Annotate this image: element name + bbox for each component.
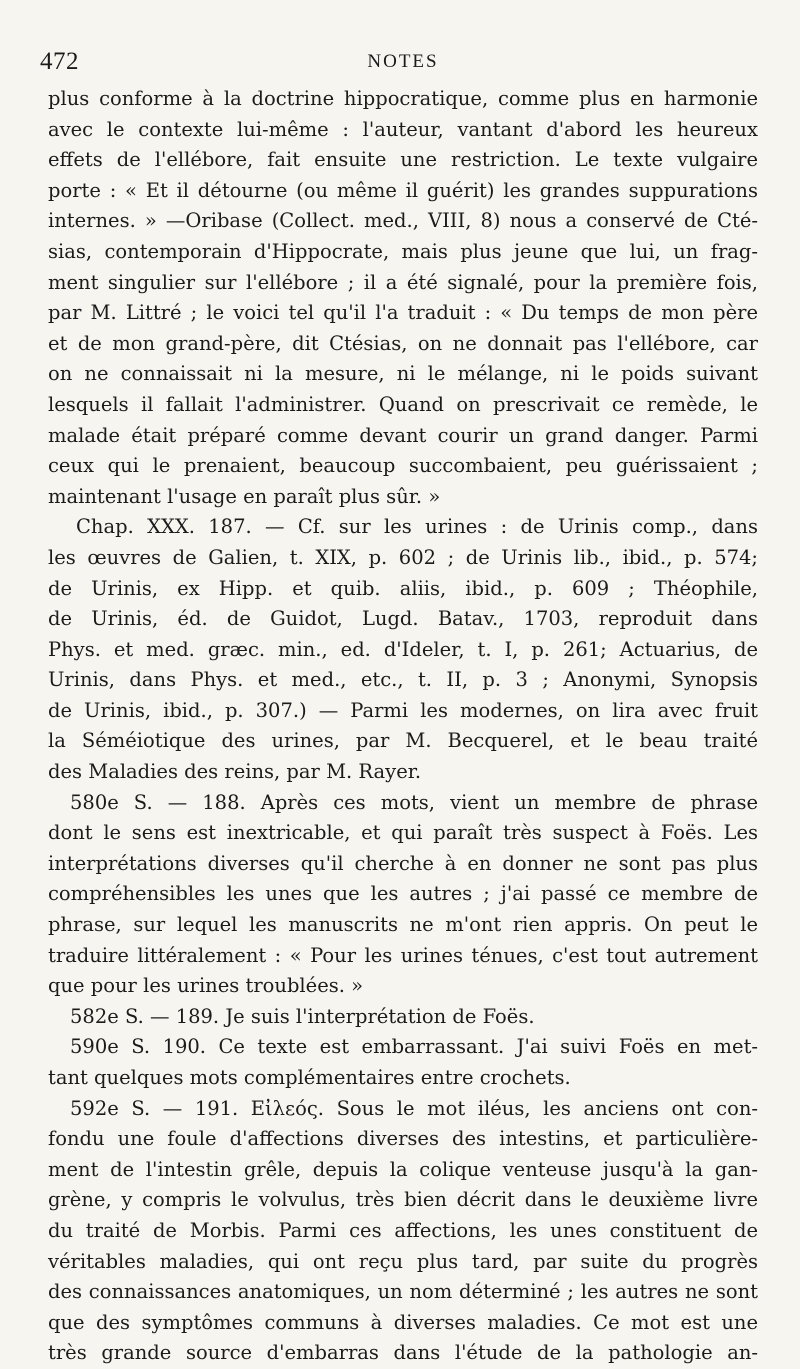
note-heading-line: 580e S. — 188. Après ces mots, vient un membre de phrase: [70, 790, 758, 814]
text-line: phrase, sur lequel les manuscrits ne m'ont rien appris. On peut le: [48, 913, 758, 937]
text-line: véritables maladies, qui ont reçu plus tard, par suite du progrès: [48, 1249, 758, 1273]
text-line: ment singulier sur l'ellébore ; il a été signalé, pour la première fois,: [48, 270, 758, 294]
text-line: du traité de Morbis. Parmi ces affections, les unes constituent de: [48, 1218, 758, 1242]
book-page: [40, 40, 758, 1365]
text-line: lesquels il fallait l'administrer. Quand on prescrivait ce remède, le: [48, 392, 758, 416]
text-line: ceux qui le prenaient, beaucoup succombaient, peu guérissaient ;: [48, 454, 758, 478]
text-line: très grande source d'embarras dans l'étude de la pathologie an-: [48, 1341, 758, 1365]
text-line: compréhensibles les unes que les autres ; j'ai passé ce membre de: [48, 882, 758, 906]
text-line: maintenant l'usage en paraît plus sûr. »: [48, 484, 441, 508]
text-line: grène, y compris le volvulus, très bien décrit dans le deuxième livre: [48, 1188, 758, 1212]
note-heading-line: 590e S. 190. Ce texte est embarrassant. J'ai suivi Foës en met-: [70, 1035, 758, 1059]
note-heading-line: 582e S. — 189. Je suis l'interprétation de Foës.: [70, 1004, 535, 1028]
text-line: par M. Littré ; le voici tel qu'il l'a traduit : « Du temps de mon père: [48, 301, 758, 325]
text-line: tant quelques mots complémentaires entre crochets.: [48, 1066, 571, 1089]
text-line: de Urinis, ibid., p. 307.) — Parmi les modernes, on lira avec fruit: [48, 698, 758, 722]
text-line: des Maladies des reins, par M. Rayer.: [48, 760, 422, 784]
running-head: [40, 40, 758, 84]
text-line: malade était préparé comme devant courir un grand danger. Parmi: [48, 423, 758, 447]
running-title: NOTES: [367, 51, 439, 72]
note-heading-line: 592e S. — 191. Εἰλεός. Sous le mot iléus, les anciens ont con-: [70, 1096, 758, 1120]
notes-body: [48, 84, 758, 1369]
text-line: des connaissances anatomiques, un nom déterminé ; les autres ne sont: [48, 1280, 758, 1304]
text-line: de Urinis, ex Hipp. et quib. aliis, ibid., p. 609 ; Théophile,: [48, 576, 758, 600]
note-heading-line: Chap. XXX. 187. — Cf. sur les urines : de Urinis comp., dans: [76, 515, 758, 539]
text-line: Urinis, dans Phys. et med., etc., t. II, p. 3 ; Anonymi, Synopsis: [48, 668, 758, 692]
text-line: internes. » —Oribase (Collect. med., VIII, 8) nous a conservé de Cté-: [48, 209, 758, 233]
text-line: de Urinis, éd. de Guidot, Lugd. Batav., 1703, reproduit dans: [48, 607, 758, 631]
text-line: on ne connaissait ni la mesure, ni le mélange, ni le poids suivant: [48, 362, 758, 386]
page-number: 472: [40, 48, 79, 75]
text-line: porte : « Et il détourne (ou même il guérit) les grandes suppurations: [48, 178, 758, 202]
text-line: la Séméiotique des urines, par M. Becquerel, et le beau traité: [48, 729, 758, 753]
text-line: que pour les urines troublées. »: [48, 974, 364, 998]
text-line: plus conforme à la doctrine hippocratique, comme plus en harmonie: [48, 87, 758, 110]
text-line: effets de l'ellébore, fait ensuite une restriction. Le texte vulgaire: [48, 148, 758, 172]
text-line: et de mon grand-père, dit Ctésias, on ne donnait pas l'ellébore, car: [48, 331, 758, 355]
text-line: sias, contemporain d'Hippocrate, mais plus jeune que lui, un frag-: [48, 239, 758, 263]
text-line: ment de l'intestin grêle, depuis la colique venteuse jusqu'à la gan-: [48, 1157, 758, 1181]
text-line: Phys. et med. græc. min., ed. d'Ideler, t. I, p. 261; Actuarius, de: [48, 637, 758, 661]
text-line: les œuvres de Galien, t. XIX, p. 602 ; de Urinis lib., ibid., p. 574;: [48, 545, 758, 569]
text-line: que des symptômes communs à diverses maladies. Ce mot est une: [48, 1310, 758, 1334]
text-line: dont le sens est inextricable, et qui paraît très suspect à Foës. Les: [48, 821, 758, 845]
text-line: avec le contexte lui-même : l'auteur, vantant d'abord les heureux: [48, 117, 758, 141]
text-line: traduire littéralement : « Pour les urines ténues, c'est tout autrement: [48, 943, 758, 967]
text-line: fondu une foule d'affections diverses des intestins, et particulière-: [48, 1127, 758, 1151]
text-line: interprétations diverses qu'il cherche à en donner ne sont pas plus: [48, 851, 758, 875]
